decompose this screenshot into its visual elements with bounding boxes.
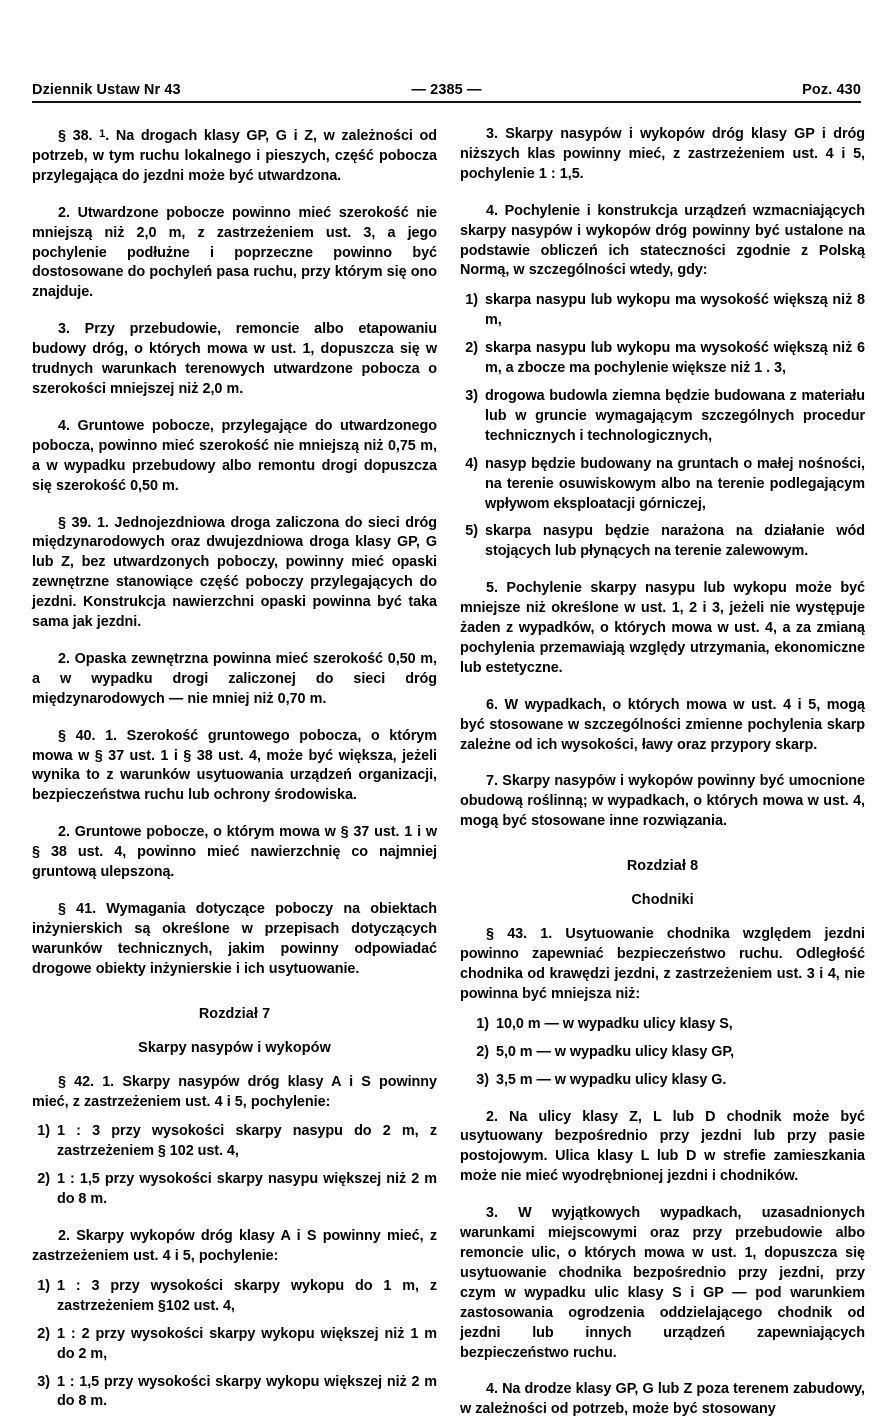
- list-item-text-plain: 1 : 3 przy wysokości skarpy nasypu do 2 m, z za: [57, 1123, 437, 1160]
- paragraph-40-2: 2. Gruntowe pobocze, o którym mowa w § 37 ust. 1 i w § 38 ust. 4, powinno mieć nawierzchnię co najmniej gruntową ulepszoną.: [32, 824, 437, 881]
- list-marker: 2): [37, 1325, 50, 1342]
- list-marker: 2): [37, 1171, 50, 1188]
- list-marker: 3): [476, 1071, 489, 1088]
- list-item: [32, 1170, 437, 1210]
- list-marker: 1): [476, 1015, 489, 1032]
- list-item-text-emphasis: strzeżeniem § 102 ust. 4,: [72, 1143, 239, 1160]
- header-item-number: Poz. 430: [802, 82, 861, 98]
- paragraph-39-1: § 39. 1. Jednojezdniowa droga zaliczona do sieci dróg międzynarodowych oraz dwujezdniowa droga klasy GP, G lub Z, bez utwardzonych poboczy, powinny mieć opaski zewnętrzne stanowiące część poboczy przylegających do jezdni. Konstrukcja nawierzchni opaski powinna być taka sama jak jezdni.: [32, 514, 437, 631]
- paragraph-42-5: 5. Pochylenie skarpy nasypu lub wykopu może być mniejsze niż określone w ust. 1, 2 i 3, jeżeli nie występuje żaden z wypadków, o których mowa w ust. 4, a za zmianą pochylenia przemawiają względy utrzymania, ekonomiczne lub estetyczne.: [460, 580, 865, 676]
- list-item-text: 1 : 1,5 przy wysokości skarpy wykopu większej niż 2 m do 8 m.: [57, 1373, 437, 1410]
- list-marker: 1): [37, 1123, 50, 1140]
- list-item: [460, 522, 865, 562]
- list-item-text: 5,0 m — w wypadku ulicy klasy GP,: [496, 1043, 735, 1060]
- right-column: [460, 125, 865, 1422]
- list-item-text: 1 : 2 przy wysokości skarpy wykopu większej niż 1 m do 2 m,: [57, 1325, 437, 1362]
- header-page-number: — 2385 —: [411, 82, 482, 98]
- list-item-text: drogowa budowla ziemna będzie budowana z materiału lub w gruncie wymagającym szczególnych procedur technicznych i technologicznych,: [485, 387, 865, 444]
- chapter-7-title: Skarpy nasypów i wykopów: [138, 1039, 331, 1056]
- list-item: [32, 1122, 437, 1162]
- list-item-text: skarpa nasypu będzie narażona na działanie wód stojących lub płynących na terenie zalewowym.: [485, 523, 865, 560]
- list-item-text: [57, 1277, 437, 1317]
- list-item: [460, 339, 865, 379]
- list-marker: 1): [465, 292, 478, 309]
- paragraph-42-2: 2. Skarpy wykopów dróg klasy A i S powinny mieć, z zastrzeżeniem ust. 4 i 5, pochylenie:: [32, 1228, 437, 1264]
- paragraph-42-3: 3. Skarpy nasypów i wykopów dróg klasy GP i dróg niższych klas powinny mieć, z zastrzeżeniem ust. 4 i 5, pochylenie 1 : 1,5.: [460, 126, 865, 182]
- chapter-8-number: Rozdział 8: [626, 858, 699, 875]
- list-item-text: skarpa nasypu lub wykopu ma wysokość większą niż 8 m,: [485, 292, 865, 329]
- paragraph-38-4: 4. Gruntowe pobocze, przylegające do utwardzonego pobocza, powinno mieć szerokość nie mniejszą niż 0,75 m, a w wypadku przebudowy albo remontu drogi dopuszcza się szerokość 0,50 m.: [32, 417, 437, 494]
- page-header: [32, 52, 861, 98]
- chapter-8-title: Chodniki: [631, 892, 694, 909]
- list-marker: 5): [465, 523, 478, 540]
- paragraph-42-4: 4. Pochylenie i konstrukcja urządzeń wzmacniających skarpy nasypów i wykopów dróg powinny być ustalone na podstawie obliczeń ich stateczności zgodnie z Polską Normą, w szczególności wtedy, gdy:: [460, 202, 865, 279]
- paragraph-38-1-text: . Na drogach klasy GP, G i Z, w zależności od potrzeb, w tym ruchu lokalnego i pieszych, część pobocza przylegająca do jezdni może być utwardzona.: [32, 128, 438, 184]
- list-item: [460, 291, 865, 331]
- list-item: [460, 387, 865, 447]
- paragraph-40-1: § 40. 1. Szerokość gruntowego pobocza, o którym mowa w § 37 ust. 1 i § 38 ust. 4, może być większa, jeżeli wynika to z warunków usytuowania urządzeń organizacji, bezpieczeństwa ruchu lub ochrony środowiska.: [32, 727, 437, 804]
- list-item-text: 1 : 1,5 przy wysokości skarpy nasypu większej niż 2 m do 8 m.: [57, 1171, 437, 1208]
- list-item: [460, 1071, 865, 1091]
- paragraph-39-2: 2. Opaska zewnętrzna powinna mieć szerokość 0,50 m, a w wypadku drogi zaliczonej do sieci dróg międzynarodowych — nie mniej niż 0,70 m.: [32, 650, 437, 707]
- list-item-text: 10,0 m — w wypadku ulicy klasy S,: [496, 1015, 733, 1032]
- list-marker: 3): [37, 1373, 50, 1390]
- list-marker: 2): [476, 1043, 489, 1060]
- list-item: [460, 455, 865, 515]
- list-item: [460, 1015, 865, 1035]
- list-item: [32, 1277, 437, 1317]
- paragraph-41: § 41. Wymagania dotyczące poboczy na obiektach inżynierskich są określone w przepisach dotyczących warunków technicznych, jakim powinny odpowiadać drogowe obiekty inżynierskie i ich usytuowanie.: [32, 901, 437, 977]
- footnote-superscript-1: 1: [99, 128, 106, 140]
- left-column: [32, 125, 437, 1422]
- list-item: [460, 1043, 865, 1063]
- list-item-text-plain: 1 : 3 przy wysokości skarpy wykopu do 1 m, z za: [57, 1277, 437, 1314]
- paragraph-42-7: 7. Skarpy nasypów i wykopów powinny być umocnione obudową roślinną; w wypadkach, o których mowa w ust. 4, mogą być stosowane inne rozwiązania.: [460, 773, 865, 830]
- two-column-layout: [32, 125, 865, 1422]
- list-marker: 3): [465, 387, 478, 404]
- list-item: [32, 1325, 437, 1365]
- list-item-text: 3,5 m — w wypadku ulicy klasy G.: [496, 1071, 727, 1088]
- paragraph-43-3: 3. W wyjątkowych wypadkach, uzasadnionych warunkami miejscowymi oraz przy przebudowie albo remoncie ulic, o których mowa w ust. 1, dopuszcza się usytuowanie chodnika bezpośrednio przy jezdni, przy czym w wypadku ulic klasy S i GP — pod warunkiem zastosowania ogrodzenia oddzielającego chodnik od jezdni lub innych urządzeń zapewniających bezpieczeństwo ruchu.: [460, 1205, 865, 1361]
- list-item-text: skarpa nasypu lub wykopu ma wysokość większą niż 6 m, a zbocze ma pochylenie większe niż 1 . 3,: [485, 340, 865, 377]
- paragraph-38-3: 3. Przy przebudowie, remoncie albo etapowaniu budowy dróg, o których mowa w ust. 1, dopuszcza się w trudnych warunkach terenowych utwardzone pobocza o szerokości mniejszej niż 2,0 m.: [32, 321, 437, 397]
- header-divider-rule: [32, 101, 861, 103]
- paragraph-42-6: 6. W wypadkach, o których mowa w ust. 4 i 5, mogą być stosowane w szczególności zmienne pochylenia skarp zależne od ich wysokości, ławy oraz przypory skarp.: [460, 696, 865, 753]
- paragraph-38-2: 2. Utwardzone pobocze powinno mieć szerokość nie mniejszą niż 2,0 m, z zastrzeżeniem ust. 3, a jego pochylenie podłużne i poprzeczne powinno być dostosowane do pochyleń pasa ruchu, przy którym się ono znajduje.: [32, 204, 437, 301]
- list-marker: 1): [37, 1277, 50, 1294]
- header-journal-title: Dziennik Ustaw Nr 43: [32, 82, 181, 98]
- chapter-7-number: Rozdział 7: [198, 1005, 271, 1022]
- list-marker: 2): [465, 340, 478, 357]
- paragraph-43-1: § 43. 1. Usytuowanie chodnika względem jezdni powinno zapewniać bezpieczeństwo ruchu. Odległość chodnika od krawędzi jezdni, z zastrzeżeniem ust. 3 i 4, nie powinna być mniejsza niż:: [460, 926, 865, 1002]
- list-item-text: [57, 1122, 437, 1162]
- section-mark-38: § 38.: [58, 128, 100, 144]
- paragraph-43-2: 2. Na ulicy klasy Z, L lub D chodnik może być usytuowany bezpośrednio przy jezdni lub przy pasie postojowym. Ulica klasy L lub D w strefie zamieszkania może nie mieć wyodrębnionej jezdni i chodników.: [460, 1108, 865, 1185]
- paragraph-42-1: § 42. 1. Skarpy nasypów dróg klasy A i S powinny mieć, z zastrzeżeniem ust. 4 i 5, pochylenie:: [32, 1073, 437, 1110]
- paragraph-43-4: 4. Na drodze klasy GP, G lub Z poza terenem zabudowy, w zależności od potrzeb, może być stosowany: [460, 1381, 865, 1418]
- list-item: [32, 1373, 437, 1413]
- paragraph-38-1: [32, 125, 437, 187]
- list-marker: 4): [465, 455, 478, 472]
- list-item-text: nasyp będzie budowany na gruntach o małej nośności, na terenie osuwiskowym albo na terenie podlegającym wpływom eksploatacji górniczej,: [485, 455, 865, 512]
- list-item-text-emphasis: strzeżeniem §102 ust. 4,: [72, 1297, 235, 1314]
